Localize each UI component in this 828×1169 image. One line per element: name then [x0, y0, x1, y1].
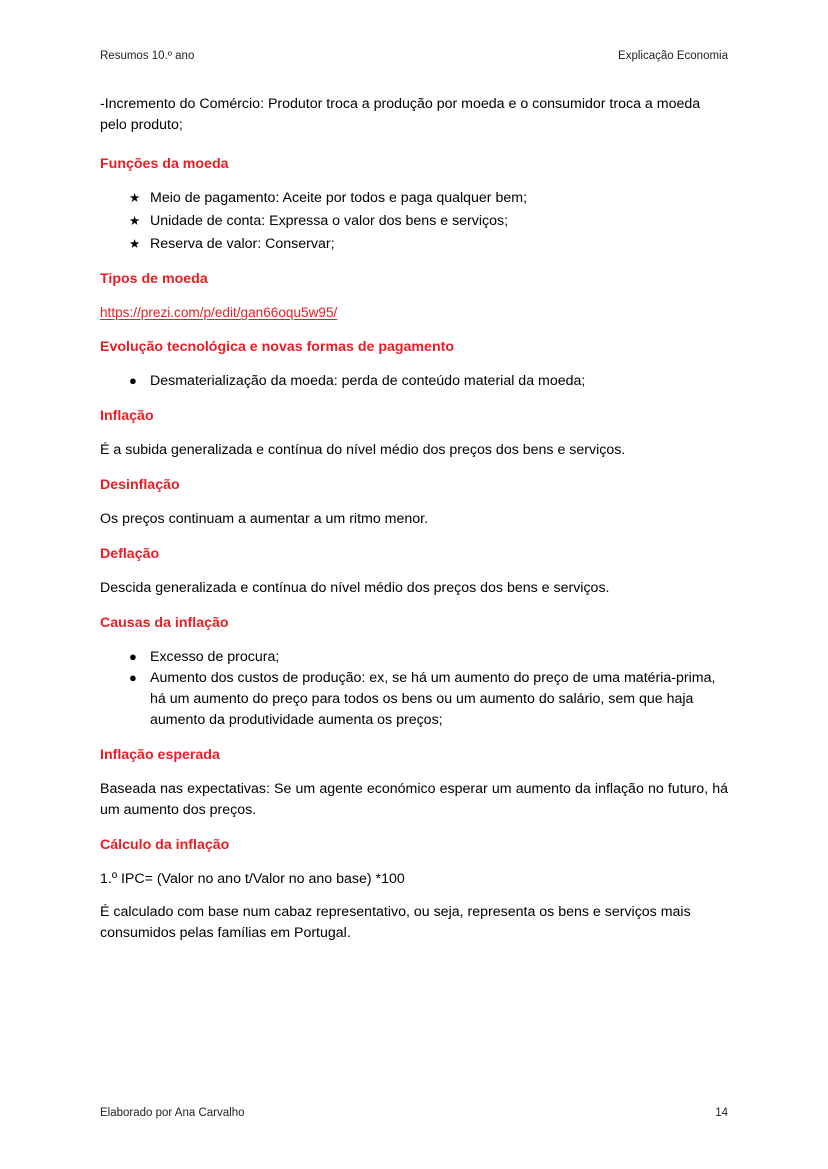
section-heading-desinflacao: Desinflação	[100, 477, 180, 493]
list-item-text: Aumento dos custos de produção: ex, se há um aumento do preço de uma matéria-prima, há um aumento do preço para todos os bens ou um aumento do salário, sem que haja aumento da produtividade aumenta os preços;	[150, 670, 716, 728]
section-heading-evolucao-tecnologica: Evolução tecnológica e novas formas de pagamento	[100, 339, 454, 355]
list-item-text: Desmaterialização da moeda: perda de conteúdo material da moeda;	[150, 373, 586, 389]
list-item	[100, 211, 728, 232]
paragraph-calculo-da-inflacao: É calculado com base num cabaz representativo, ou seja, representa os bens e serviços mais consumidos pelas famílias em Portugal.	[100, 904, 691, 941]
section-heading-causas-da-inflacao: Causas da inflação	[100, 615, 229, 631]
disc-bullet-icon: ●	[129, 649, 137, 664]
header-left-text: Resumos 10.º ano	[100, 50, 195, 62]
list-item	[100, 371, 728, 392]
list-item-text: Meio de pagamento: Aceite por todos e paga qualquer bem;	[150, 190, 528, 206]
list-funcoes-da-moeda	[100, 188, 728, 255]
list-item	[100, 647, 728, 668]
section-heading-inflacao-esperada: Inflação esperada	[100, 747, 220, 763]
section-heading-tipos-de-moeda: Tipos de moeda	[100, 271, 208, 287]
list-item-text: Excesso de procura;	[150, 649, 280, 665]
list-causas-da-inflacao	[100, 647, 728, 731]
document-body	[100, 94, 728, 958]
list-item	[100, 668, 728, 731]
page-header	[100, 48, 728, 64]
list-evolucao-tecnologica	[100, 371, 728, 392]
list-item-text: Unidade de conta: Expressa o valor dos bens e serviços;	[150, 213, 509, 229]
section-heading-calculo-da-inflacao: Cálculo da inflação	[100, 837, 230, 853]
footer-page-number: 14	[715, 1107, 728, 1119]
paragraph-deflacao: Descida generalizada e contínua do nível médio dos preços dos bens e serviços.	[100, 580, 610, 596]
star-icon: ★	[129, 237, 141, 251]
disc-bullet-icon: ●	[129, 373, 137, 388]
header-right-text: Explicação Economia	[618, 50, 728, 62]
star-icon: ★	[129, 191, 141, 205]
paragraph-inflacao: É a subida generalizada e contínua do nível médio dos preços dos bens e serviços.	[100, 442, 626, 458]
page-footer	[100, 1105, 728, 1121]
prezi-link-line	[100, 303, 728, 323]
list-item-text: Reserva de valor: Conservar;	[150, 236, 335, 252]
section-heading-inflacao: Inflação	[100, 408, 154, 424]
disc-bullet-icon: ●	[129, 670, 137, 685]
intro-paragraph: -Incremento do Comércio: Produtor troca a produção por moeda e o consumidor troca a moeda pelo produto;	[100, 96, 701, 133]
section-heading-funcoes-da-moeda: Funções da moeda	[100, 156, 229, 172]
ipc-formula: 1.º IPC= (Valor no ano t/Valor no ano base) *100	[100, 871, 405, 887]
footer-author: Elaborado por Ana Carvalho	[100, 1107, 245, 1119]
star-icon: ★	[129, 214, 141, 228]
prezi-link[interactable]: https://prezi.com/p/edit/gan66oqu5w95/	[100, 305, 338, 320]
list-item	[100, 234, 728, 255]
paragraph-desinflacao: Os preços continuam a aumentar a um ritmo menor.	[100, 511, 429, 527]
section-heading-deflacao: Deflação	[100, 546, 160, 562]
paragraph-inflacao-esperada: Baseada nas expectativas: Se um agente económico esperar um aumento da inflação no futuro, há um aumento dos preços.	[100, 781, 728, 818]
list-item	[100, 188, 728, 209]
